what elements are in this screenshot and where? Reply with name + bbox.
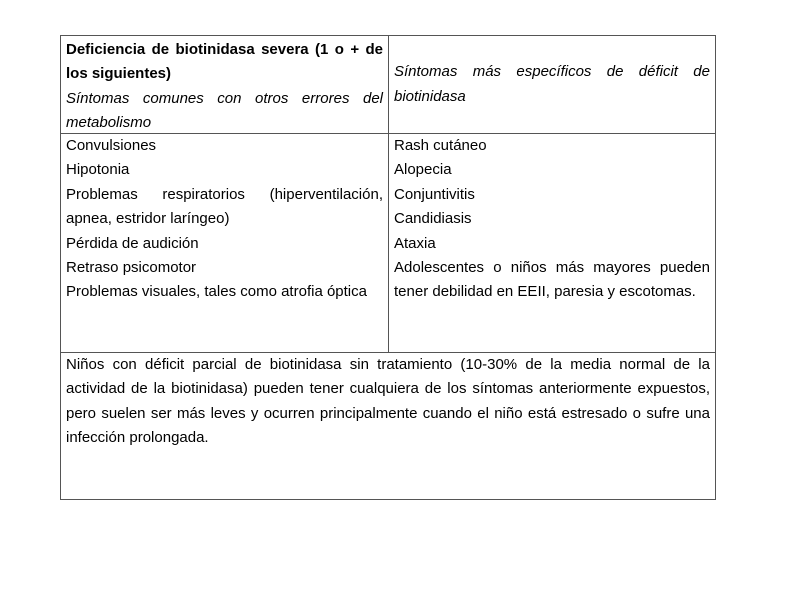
specific-symptom-item: Adolescentes o niños más mayores pueden tener debilidad en EEII, paresia y escotomas.	[394, 259, 710, 301]
specific-symptoms-cell	[389, 134, 715, 353]
specific-symptom-item: Ataxia	[394, 234, 436, 252]
symptoms-table	[60, 35, 716, 500]
specific-symptom-item: Rash cutáneo	[394, 137, 487, 154]
common-symptom-item: Retraso psicomotor	[66, 259, 197, 277]
common-symptom-item: Convulsiones	[66, 137, 157, 154]
common-symptom-item: Hipotonia	[66, 161, 130, 179]
header-right-title: Síntomas más específicos de déficit de biotinidasa	[394, 63, 710, 105]
specific-symptom-item: Candidiasis	[394, 210, 472, 228]
common-symptom-item: Pérdida de audición	[66, 234, 199, 252]
specific-symptom-item: Alopecia	[394, 161, 452, 179]
specific-symptom-item: Conjuntivitis	[394, 185, 475, 203]
header-left-subtitle: Síntomas comunes con otros errores del metabolismo	[66, 89, 383, 132]
common-symptoms-cell	[61, 134, 389, 353]
partial-deficiency-note-cell	[61, 353, 715, 499]
common-symptom-item: Problemas respiratorios (hiperventilación, apnea, estridor laríngeo)	[66, 185, 383, 228]
common-symptom-item: Problemas visuales, tales como atrofia óptica	[66, 283, 367, 301]
header-right-cell	[389, 36, 715, 134]
header-left-cell	[61, 36, 389, 134]
partial-deficiency-note: Niños con déficit parcial de biotinidasa sin tratamiento (10-30% de la media normal de la actividad de la biotinidasa) pueden tener cualquiera de los síntomas anteriormente expuestos, pero suelen ser más leves y ocurren principalmente cuando el niño está estresado o sufre una infección prolongada.	[66, 356, 710, 447]
header-left-title: Deficiencia de biotinidasa severa (1 o + de los siguientes)	[66, 41, 383, 83]
